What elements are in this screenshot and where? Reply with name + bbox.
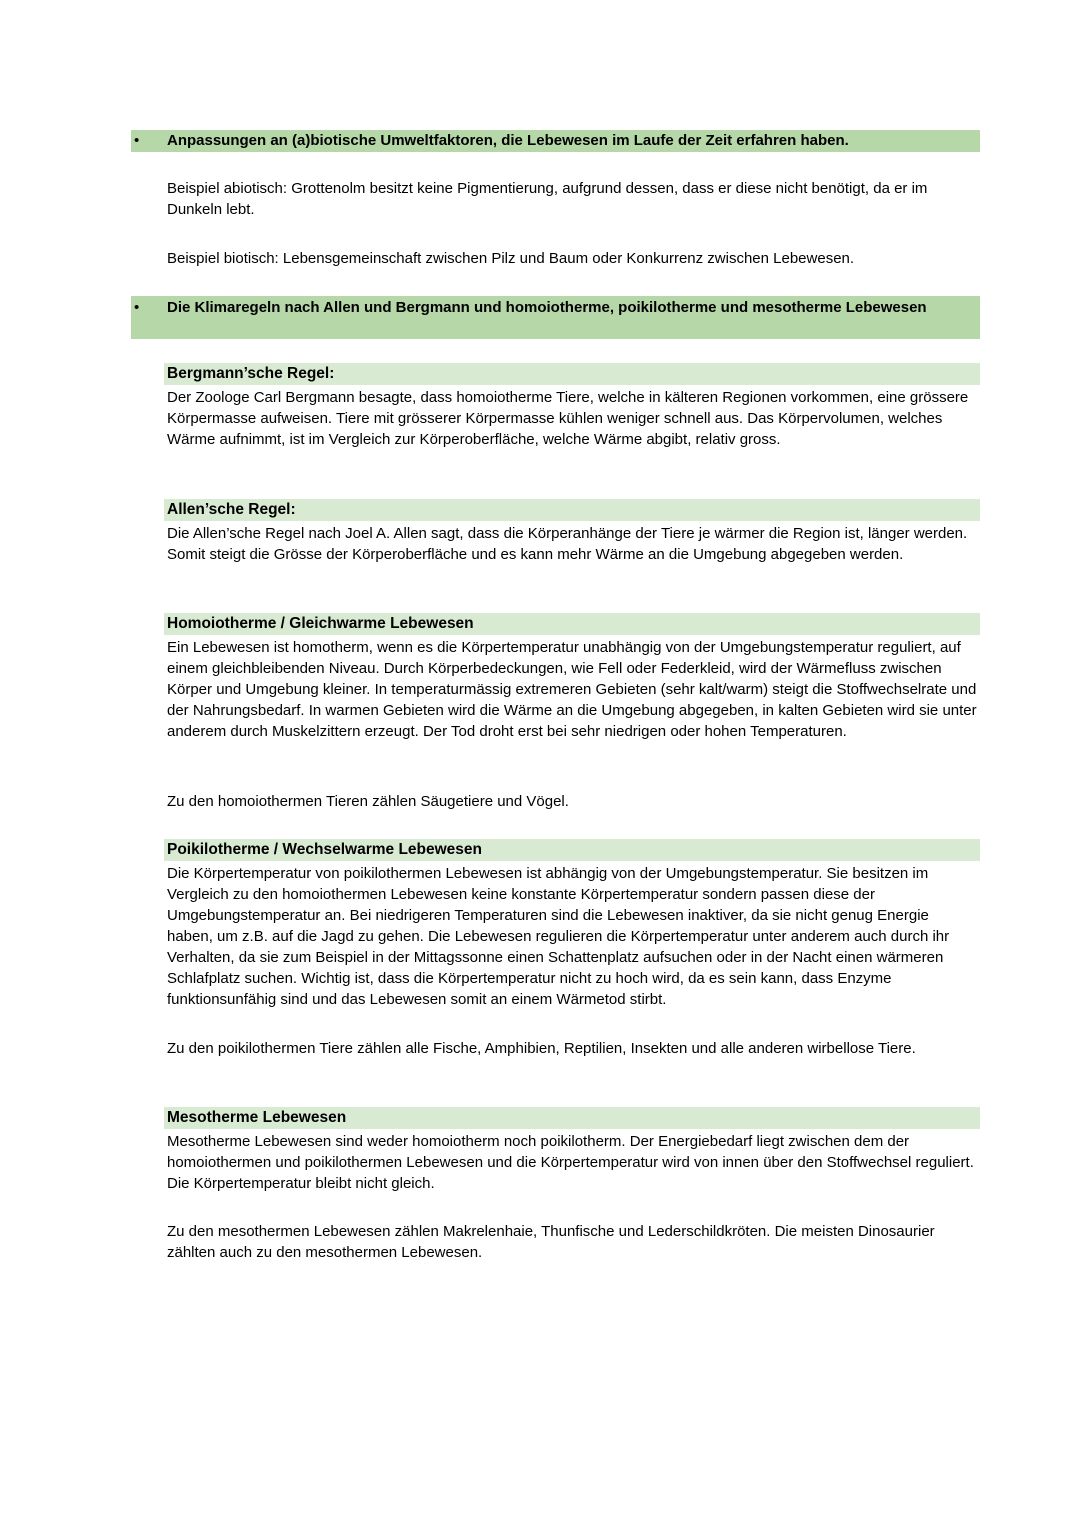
example-abiotic-paragraph: Beispiel abiotisch: Grottenolm besitzt keine Pigmentierung, aufgrund dessen, dass er diese nicht benötigt, da er im Dunkeln lebt. bbox=[167, 180, 928, 218]
allen-paragraph: Die Allen’sche Regel nach Joel A. Allen sagt, dass die Körperanhänge der Tiere je wärmer die Region ist, länger werden. Somit steigt die Grösse der Körperoberfläche und es kann mehr Wärme an die Umgebung abgegeben werden. bbox=[167, 525, 968, 563]
mesotherm-paragraph: Mesotherme Lebewesen sind weder homoiotherm noch poikilotherm. Der Energiebedarf liegt zwischen dem der homoiothermen und poikilothermen Lebewesen und die Körpertemperatur wird von innen über den Stoffwechsel reguliert. Die Körpertemperatur bleibt nicht gleich. bbox=[167, 1133, 974, 1192]
section-2-title: Die Klimaregeln nach Allen und Bergmann und homoiotherme, poikilotherme und mesotherme Lebewesen bbox=[167, 299, 927, 316]
example-biotic-paragraph: Beispiel biotisch: Lebensgemeinschaft zwischen Pilz und Baum oder Konkurrenz zwischen Lebewesen. bbox=[167, 250, 855, 267]
homoiotherm-paragraph: Ein Lebewesen ist homotherm, wenn es die Körpertemperatur unabhängig von der Umgebungstemperatur reguliert, auf einem gleichbleibenden Niveau. Durch Körperbedeckungen, wie Fell oder Federkleid, wird der Wärmefluss zwischen Körper und Umgebung kleiner. In temperaturmässig extremeren Gebieten (sehr kalt/warm) steigt die Stoffwechselrate und der Nahrungsbedarf. In warmen Gebieten wird die Wärme an die Umgebung abgegeben, in kalten Gebieten wird sie unter anderem durch Muskelzittern erzeugt. Der Tod droht erst bei sehr niedrigen oder hohen Temperaturen. bbox=[167, 639, 977, 740]
bergmann-heading: Bergmann’sche Regel: bbox=[167, 365, 335, 382]
homoiotherm-examples: Zu den homoiothermen Tieren zählen Säugetiere und Vögel. bbox=[167, 793, 569, 810]
homoiotherm-heading: Homoiotherme / Gleichwarme Lebewesen bbox=[167, 615, 474, 632]
mesotherm-heading: Mesotherme Lebewesen bbox=[167, 1109, 347, 1126]
poikilotherm-examples: Zu den poikilothermen Tiere zählen alle Fische, Amphibien, Reptilien, Insekten und alle anderen wirbellose Tiere. bbox=[167, 1040, 916, 1057]
bergmann-paragraph: Der Zoologe Carl Bergmann besagte, dass homoiotherme Tiere, welche in kälteren Regionen vorkommen, eine grössere Körpermasse aufweisen. Tiere mit grösserer Körpermasse kühlen weniger schnell aus. Das Körpervolumen, welches Wärme aufnimmt, ist im Vergleich zur Körperoberfläche, welche Wärme abgibt, relativ gross. bbox=[167, 389, 969, 448]
bullet-marker: • bbox=[134, 299, 140, 316]
section-1-title: Anpassungen an (a)biotische Umweltfaktoren, die Lebewesen im Laufe der Zeit erfahren haben. bbox=[167, 132, 849, 149]
poikilotherm-heading: Poikilotherme / Wechselwarme Lebewesen bbox=[167, 841, 483, 858]
poikilotherm-paragraph: Die Körpertemperatur von poikilothermen Lebewesen ist abhängig von der Umgebungstemperatur. Sie besitzen im Vergleich zu den homoiothermen Lebewesen keine konstante Körpertemperatur sondern passen diese der Umgebungstemperatur an. Bei niedrigeren Temperaturen sind die Lebewesen inaktiver, da sie nicht genug Energie haben, um z.B. auf die Jagd zu gehen. Die Lebewesen regulieren die Körpertemperatur unter anderem auch durch ihr Verhalten, da sie zum Beispiel in der Mittagssonne einen Schattenplatz aufsuchen oder in der Nacht einen wärmeren Schlafplatz suchen. Wichtig ist, dass die Körpertemperatur nicht zu hoch wird, da es sein kann, dass Enzyme funktionsunfähig sind und das Lebewesen somit an einem Wärmetod stirbt. bbox=[167, 865, 950, 1008]
mesotherm-examples: Zu den mesothermen Lebewesen zählen Makrelenhaie, Thunfische und Lederschildkröten. Die meisten Dinosaurier zählten auch zu den mesothermen Lebewesen. bbox=[167, 1223, 935, 1261]
allen-heading: Allen’sche Regel: bbox=[167, 501, 296, 518]
bullet-marker: • bbox=[134, 132, 140, 149]
